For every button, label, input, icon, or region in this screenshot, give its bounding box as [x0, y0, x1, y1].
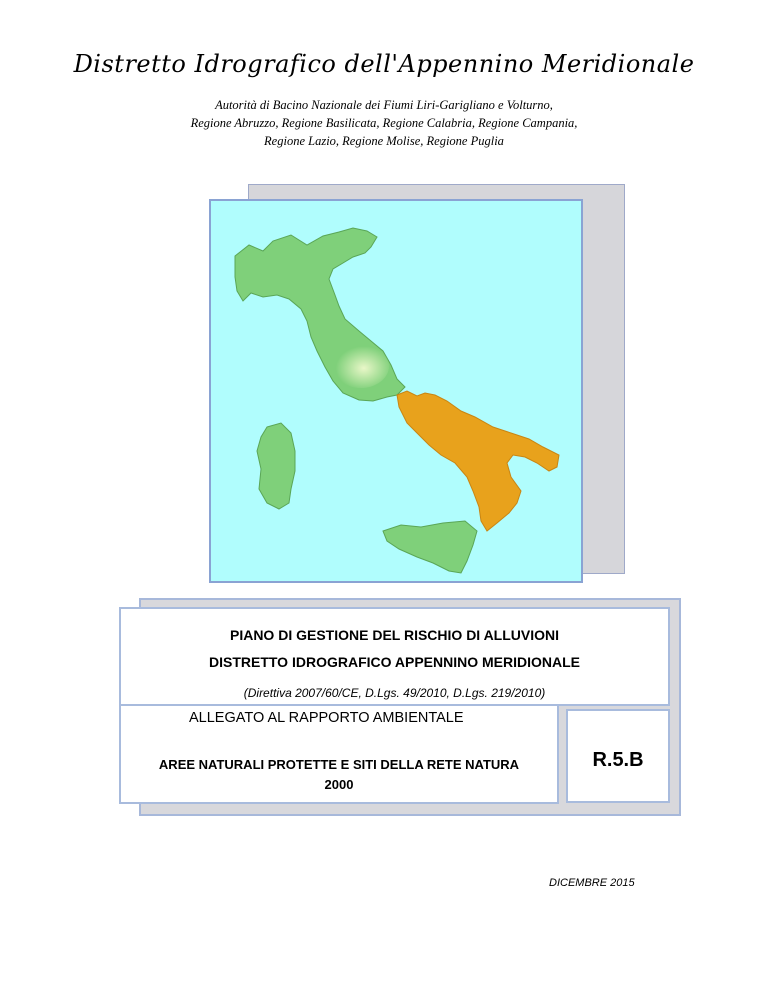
directive-reference: (Direttiva 2007/60/CE, D.Lgs. 49/2010, D.Lgs. 219/2010): [243, 686, 546, 700]
sicily-shape: [383, 521, 477, 573]
annex-title: [129, 755, 549, 795]
subtitle-line: Regione Abruzzo, Regione Basilicata, Regione Calabria, Regione Campania,: [190, 116, 578, 130]
annex-title-line: 2000: [324, 777, 354, 792]
document-code-box: [566, 709, 670, 803]
subtitle-line: Regione Lazio, Regione Molise, Regione Puglia: [264, 134, 504, 148]
district-name: DISTRETTO IDROGRAFICO APPENNINO MERIDIONALE: [208, 654, 580, 670]
annex-label: ALLEGATO AL RAPPORTO AMBIENTALE: [189, 710, 464, 726]
plan-title: PIANO DI GESTIONE DEL RISCHIO DI ALLUVIONI: [229, 627, 560, 643]
italy-map-graphic: [211, 201, 583, 583]
document-title: Distretto Idrografico dell'Appennino Meridionale: [73, 50, 695, 78]
italy-map: [209, 199, 583, 583]
annex-title-line: AREE NATURALI PROTETTE E SITI DELLA RETE NATURA: [158, 757, 520, 772]
plan-title-box: [119, 607, 670, 706]
sardinia-shape: [257, 423, 295, 509]
southern-district-shape: [397, 391, 559, 531]
annex-box: [119, 704, 559, 804]
document-code: R.5.B: [592, 749, 644, 771]
authorities-subtitle: [0, 96, 768, 150]
subtitle-line: Autorità di Bacino Nazionale dei Fiumi Liri-Garigliano e Volturno,: [215, 98, 553, 112]
document-date: DICEMBRE 2015: [549, 877, 635, 889]
